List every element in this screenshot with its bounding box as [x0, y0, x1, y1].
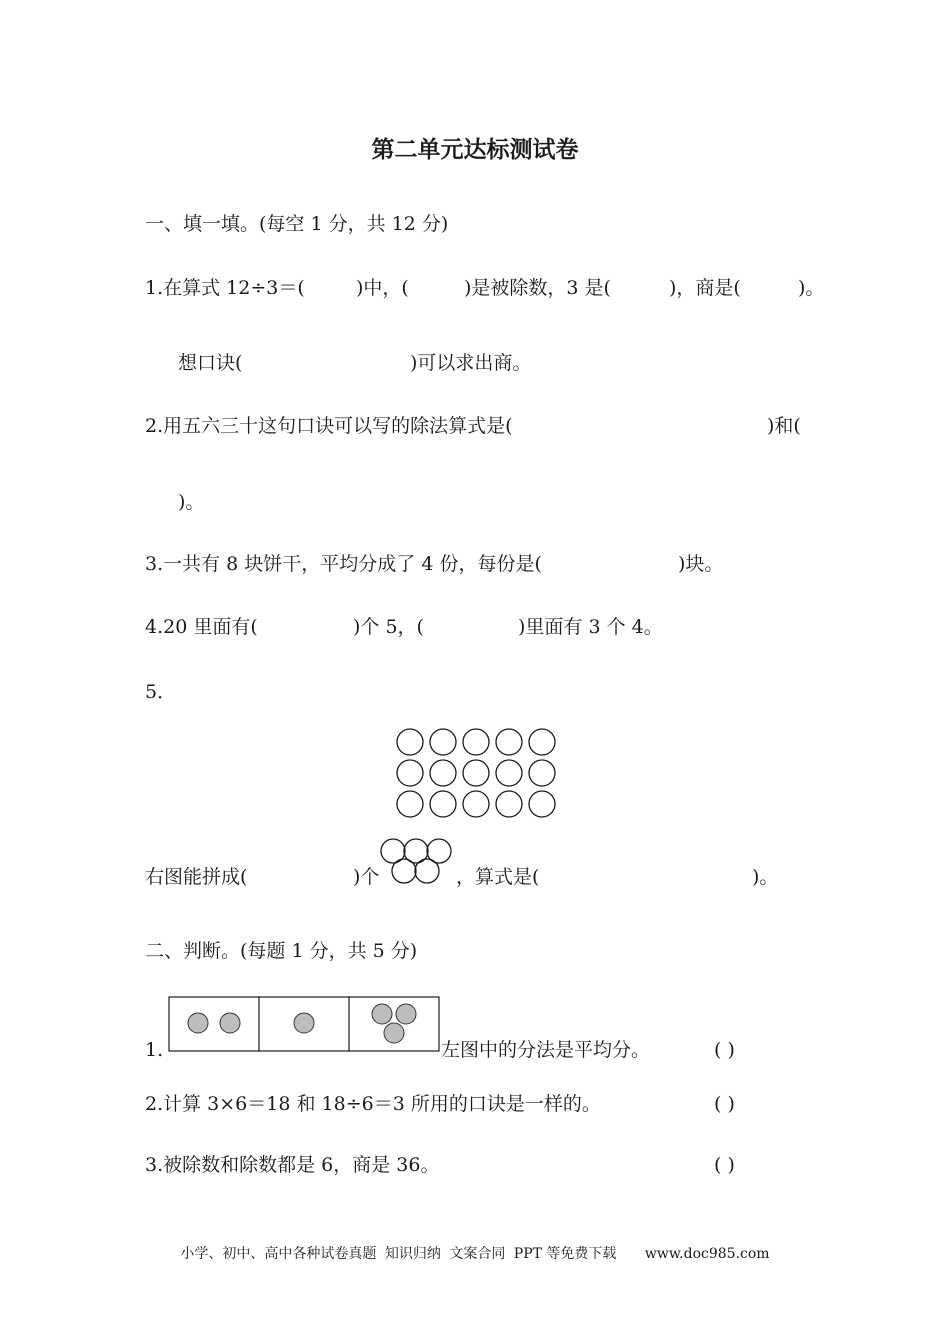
q2-part-b: )和( — [767, 415, 801, 437]
grid-circle — [463, 729, 489, 755]
footer-text-1: 小学、初中、高中各种试卷真题 — [180, 1246, 377, 1262]
grid-circle — [496, 791, 522, 817]
q5-part-b: )个 — [353, 866, 380, 888]
grid-circle — [430, 760, 456, 786]
judge-3-text: 3.被除数和除数都是 6，商是 36。 — [145, 1154, 440, 1176]
grid-circle — [397, 791, 423, 817]
grid-circle — [496, 760, 522, 786]
ring — [392, 859, 416, 883]
grid-circle — [529, 760, 555, 786]
footer-text-4: PPT 等免费下载 — [513, 1246, 617, 1262]
section1-heading: 一、填一填。(每空 1 分，共 12 分) — [145, 213, 449, 235]
grid-circle — [529, 729, 555, 755]
page-footer — [0, 1244, 950, 1264]
q4-part-c: )里面有 3 个 4。 — [518, 616, 663, 638]
page-title: 第二单元达标测试卷 — [371, 137, 579, 163]
grid-circle — [430, 791, 456, 817]
grid-circle — [496, 729, 522, 755]
q2-part-a: 2.用五六三十这句口诀可以写的除法算式是( — [145, 415, 513, 437]
grey-dot — [372, 1004, 392, 1024]
division-box-figure — [168, 996, 440, 1052]
q3-part-b: )块。 — [678, 553, 724, 575]
q5-part-a: 右图能拼成( — [145, 866, 248, 888]
footer-text-2: 知识归纳 — [384, 1246, 441, 1262]
section2-heading: 二、判断。(每题 1 分，共 5 分) — [145, 940, 418, 962]
q5-part-c: ，算式是( — [456, 866, 540, 888]
q4-part-a: 4.20 里面有( — [145, 616, 258, 638]
grey-dot — [396, 1004, 416, 1024]
grey-dot — [294, 1013, 314, 1033]
q5-part-d: )。 — [752, 866, 779, 888]
q2-part-c: )。 — [178, 491, 205, 513]
q1-part-d: )，商是( — [669, 277, 741, 299]
footer-text-3: 文案合同 — [449, 1246, 506, 1262]
grey-dot — [384, 1023, 404, 1043]
judge-2-text: 2.计算 3×6＝18 和 18÷6＝3 所用的口诀是一样的。 — [145, 1093, 601, 1115]
grid-circle — [529, 791, 555, 817]
grid-circle — [430, 729, 456, 755]
q1-part-e: )。 — [798, 277, 825, 299]
grid-circle — [397, 729, 423, 755]
q1-part-c: )是被除数，3 是( — [464, 277, 611, 299]
q3-part-a: 3.一共有 8 块饼干，平均分成了 4 份，每份是( — [145, 553, 542, 575]
grey-dot — [220, 1013, 240, 1033]
judge-2-answer-bracket[interactable]: ( ) — [714, 1093, 735, 1115]
judge-1-text: 左图中的分法是平均分。 — [441, 1039, 651, 1061]
q1-part-b: )中，( — [356, 277, 409, 299]
q1-part-f: 想口诀( — [178, 352, 243, 374]
q1-part-g: )可以求出商。 — [410, 352, 532, 374]
ring — [415, 859, 439, 883]
circle-grid-figure — [390, 722, 560, 822]
judge-1-number: 1. — [145, 1039, 164, 1061]
q1-part-a: 1.在算式 12÷3＝( — [145, 277, 305, 299]
olympic-rings-figure — [379, 834, 455, 890]
judge-3-answer-bracket[interactable]: ( ) — [714, 1154, 735, 1176]
grey-dot — [188, 1013, 208, 1033]
grid-circle — [463, 760, 489, 786]
judge-1-answer-bracket[interactable]: ( ) — [714, 1039, 735, 1061]
q4-part-b: )个 5，( — [353, 616, 424, 638]
footer-url[interactable]: www.doc985.com — [644, 1246, 770, 1262]
grid-circle — [397, 760, 423, 786]
q5-number: 5． — [145, 681, 177, 703]
grid-circle — [463, 791, 489, 817]
